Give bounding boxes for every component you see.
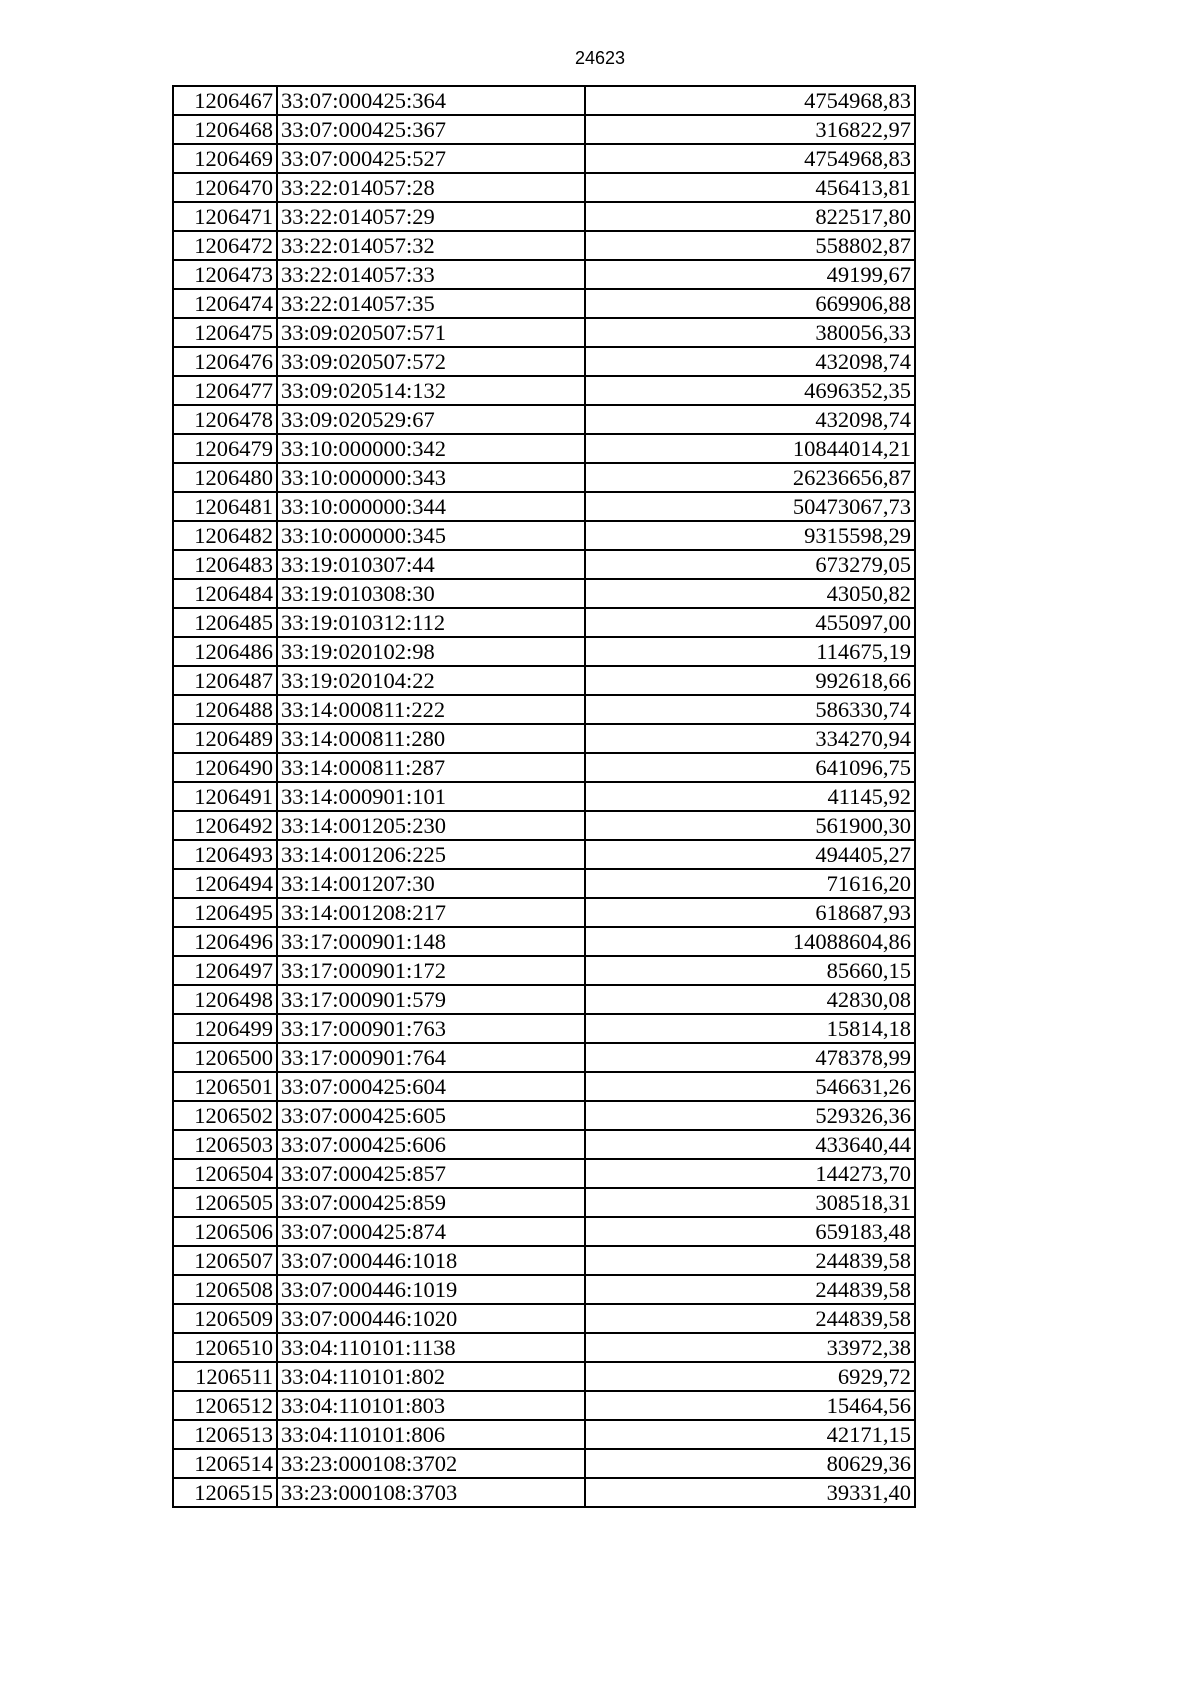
cadastral-number-cell: 33:14:001207:30 — [277, 869, 585, 898]
table-row — [173, 1449, 915, 1478]
table-row — [173, 811, 915, 840]
table-row — [173, 666, 915, 695]
cadastral-number-cell: 33:22:014057:29 — [277, 202, 585, 231]
row-id-cell: 1206501 — [173, 1072, 277, 1101]
cadastral-value-cell: 432098,74 — [585, 405, 915, 434]
cadastral-number-cell: 33:10:000000:343 — [277, 463, 585, 492]
cadastral-value-cell: 49199,67 — [585, 260, 915, 289]
cadastral-value-cell: 4754968,83 — [585, 144, 915, 173]
cadastral-number-cell: 33:09:020529:67 — [277, 405, 585, 434]
table-row — [173, 1159, 915, 1188]
table-row — [173, 231, 915, 260]
table-row — [173, 1420, 915, 1449]
row-id-cell: 1206479 — [173, 434, 277, 463]
cadastral-number-cell: 33:04:110101:803 — [277, 1391, 585, 1420]
table-row — [173, 405, 915, 434]
row-id-cell: 1206509 — [173, 1304, 277, 1333]
cadastral-number-cell: 33:07:000446:1020 — [277, 1304, 585, 1333]
row-id-cell: 1206482 — [173, 521, 277, 550]
table-row — [173, 608, 915, 637]
row-id-cell: 1206506 — [173, 1217, 277, 1246]
table-row — [173, 376, 915, 405]
cadastral-number-cell: 33:07:000425:605 — [277, 1101, 585, 1130]
cadastral-number-cell: 33:04:110101:802 — [277, 1362, 585, 1391]
table-row — [173, 260, 915, 289]
row-id-cell: 1206513 — [173, 1420, 277, 1449]
table-row — [173, 318, 915, 347]
cadastral-number-cell: 33:10:000000:344 — [277, 492, 585, 521]
table-row — [173, 724, 915, 753]
cadastral-value-cell: 659183,48 — [585, 1217, 915, 1246]
row-id-cell: 1206470 — [173, 173, 277, 202]
cadastral-value-cell: 42171,15 — [585, 1420, 915, 1449]
table-row — [173, 1072, 915, 1101]
cadastral-number-cell: 33:07:000425:367 — [277, 115, 585, 144]
cadastral-number-cell: 33:09:020507:572 — [277, 347, 585, 376]
cadastral-value-cell: 529326,36 — [585, 1101, 915, 1130]
table-row — [173, 550, 915, 579]
row-id-cell: 1206495 — [173, 898, 277, 927]
row-id-cell: 1206486 — [173, 637, 277, 666]
cadastral-number-cell: 33:14:000811:222 — [277, 695, 585, 724]
cadastral-number-cell: 33:19:010307:44 — [277, 550, 585, 579]
cadastral-value-cell: 455097,00 — [585, 608, 915, 637]
row-id-cell: 1206471 — [173, 202, 277, 231]
row-id-cell: 1206515 — [173, 1478, 277, 1507]
row-id-cell: 1206480 — [173, 463, 277, 492]
cadastral-value-cell: 6929,72 — [585, 1362, 915, 1391]
row-id-cell: 1206498 — [173, 985, 277, 1014]
cadastral-number-cell: 33:22:014057:32 — [277, 231, 585, 260]
row-id-cell: 1206467 — [173, 86, 277, 115]
cadastral-value-cell: 618687,93 — [585, 898, 915, 927]
row-id-cell: 1206504 — [173, 1159, 277, 1188]
table-row — [173, 898, 915, 927]
cadastral-value-cell: 42830,08 — [585, 985, 915, 1014]
table-row — [173, 144, 915, 173]
table-row — [173, 782, 915, 811]
cadastral-value-cell: 144273,70 — [585, 1159, 915, 1188]
table-row — [173, 173, 915, 202]
cadastral-value-cell: 822517,80 — [585, 202, 915, 231]
row-id-cell: 1206510 — [173, 1333, 277, 1362]
cadastral-number-cell: 33:07:000446:1018 — [277, 1246, 585, 1275]
cadastral-value-cell: 39331,40 — [585, 1478, 915, 1507]
cadastral-number-cell: 33:17:000901:764 — [277, 1043, 585, 1072]
cadastral-number-cell: 33:14:000901:101 — [277, 782, 585, 811]
cadastral-value-cell: 561900,30 — [585, 811, 915, 840]
row-id-cell: 1206472 — [173, 231, 277, 260]
table-row — [173, 115, 915, 144]
table-row — [173, 1362, 915, 1391]
table-row — [173, 637, 915, 666]
cadastral-value-cell: 432098,74 — [585, 347, 915, 376]
cadastral-value-cell: 33972,38 — [585, 1333, 915, 1362]
cadastral-value-cell: 586330,74 — [585, 695, 915, 724]
cadastral-number-cell: 33:17:000901:763 — [277, 1014, 585, 1043]
row-id-cell: 1206487 — [173, 666, 277, 695]
row-id-cell: 1206485 — [173, 608, 277, 637]
cadastral-number-cell: 33:07:000425:604 — [277, 1072, 585, 1101]
row-id-cell: 1206502 — [173, 1101, 277, 1130]
row-id-cell: 1206483 — [173, 550, 277, 579]
row-id-cell: 1206474 — [173, 289, 277, 318]
table-row — [173, 753, 915, 782]
table-row — [173, 1275, 915, 1304]
table-row — [173, 927, 915, 956]
cadastral-value-cell: 14088604,86 — [585, 927, 915, 956]
cadastral-number-cell: 33:07:000425:857 — [277, 1159, 585, 1188]
cadastral-number-cell: 33:09:020507:571 — [277, 318, 585, 347]
row-id-cell: 1206511 — [173, 1362, 277, 1391]
cadastral-value-table — [172, 85, 916, 1508]
table-row — [173, 289, 915, 318]
cadastral-number-cell: 33:07:000425:606 — [277, 1130, 585, 1159]
row-id-cell: 1206477 — [173, 376, 277, 405]
table-row — [173, 521, 915, 550]
table-row — [173, 1101, 915, 1130]
cadastral-value-cell: 992618,66 — [585, 666, 915, 695]
cadastral-value-cell: 71616,20 — [585, 869, 915, 898]
cadastral-value-cell: 244839,58 — [585, 1275, 915, 1304]
row-id-cell: 1206493 — [173, 840, 277, 869]
row-id-cell: 1206503 — [173, 1130, 277, 1159]
table-row — [173, 434, 915, 463]
page-number: 24623 — [574, 48, 626, 68]
row-id-cell: 1206481 — [173, 492, 277, 521]
cadastral-number-cell: 33:10:000000:342 — [277, 434, 585, 463]
cadastral-value-cell: 4696352,35 — [585, 376, 915, 405]
table-row — [173, 1246, 915, 1275]
row-id-cell: 1206497 — [173, 956, 277, 985]
table-row — [173, 202, 915, 231]
cadastral-number-cell: 33:07:000425:364 — [277, 86, 585, 115]
cadastral-value-cell: 641096,75 — [585, 753, 915, 782]
cadastral-value-cell: 673279,05 — [585, 550, 915, 579]
table-row — [173, 463, 915, 492]
row-id-cell: 1206492 — [173, 811, 277, 840]
cadastral-number-cell: 33:09:020514:132 — [277, 376, 585, 405]
cadastral-value-cell: 546631,26 — [585, 1072, 915, 1101]
cadastral-number-cell: 33:07:000425:859 — [277, 1188, 585, 1217]
table-row — [173, 1188, 915, 1217]
row-id-cell: 1206488 — [173, 695, 277, 724]
table-row — [173, 1333, 915, 1362]
table-body — [173, 86, 915, 1507]
cadastral-number-cell: 33:07:000446:1019 — [277, 1275, 585, 1304]
table-row — [173, 956, 915, 985]
table-row — [173, 1478, 915, 1507]
row-id-cell: 1206489 — [173, 724, 277, 753]
cadastral-value-cell: 244839,58 — [585, 1304, 915, 1333]
cadastral-value-cell: 85660,15 — [585, 956, 915, 985]
row-id-cell: 1206478 — [173, 405, 277, 434]
cadastral-number-cell: 33:17:000901:579 — [277, 985, 585, 1014]
cadastral-value-cell: 308518,31 — [585, 1188, 915, 1217]
cadastral-number-cell: 33:04:110101:806 — [277, 1420, 585, 1449]
cadastral-number-cell: 33:22:014057:35 — [277, 289, 585, 318]
table-row — [173, 1130, 915, 1159]
cadastral-value-cell: 380056,33 — [585, 318, 915, 347]
row-id-cell: 1206512 — [173, 1391, 277, 1420]
cadastral-number-cell: 33:19:010308:30 — [277, 579, 585, 608]
row-id-cell: 1206475 — [173, 318, 277, 347]
table-row — [173, 347, 915, 376]
cadastral-number-cell: 33:14:000811:280 — [277, 724, 585, 753]
cadastral-value-cell: 10844014,21 — [585, 434, 915, 463]
cadastral-number-cell: 33:17:000901:148 — [277, 927, 585, 956]
table-row — [173, 1043, 915, 1072]
table-row — [173, 1391, 915, 1420]
row-id-cell: 1206500 — [173, 1043, 277, 1072]
cadastral-number-cell: 33:14:001205:230 — [277, 811, 585, 840]
cadastral-value-cell: 456413,81 — [585, 173, 915, 202]
table-row — [173, 86, 915, 115]
table-row — [173, 579, 915, 608]
cadastral-number-cell: 33:23:000108:3702 — [277, 1449, 585, 1478]
cadastral-value-cell: 80629,36 — [585, 1449, 915, 1478]
table-row — [173, 985, 915, 1014]
row-id-cell: 1206491 — [173, 782, 277, 811]
table-row — [173, 1304, 915, 1333]
cadastral-number-cell: 33:23:000108:3703 — [277, 1478, 585, 1507]
cadastral-number-cell: 33:10:000000:345 — [277, 521, 585, 550]
cadastral-value-cell: 15464,56 — [585, 1391, 915, 1420]
table-row — [173, 695, 915, 724]
table-row — [173, 492, 915, 521]
row-id-cell: 1206505 — [173, 1188, 277, 1217]
cadastral-value-cell: 334270,94 — [585, 724, 915, 753]
table-row — [173, 840, 915, 869]
row-id-cell: 1206507 — [173, 1246, 277, 1275]
table-row — [173, 1217, 915, 1246]
cadastral-value-cell: 4754968,83 — [585, 86, 915, 115]
table-row — [173, 1014, 915, 1043]
cadastral-value-cell: 114675,19 — [585, 637, 915, 666]
row-id-cell: 1206499 — [173, 1014, 277, 1043]
cadastral-number-cell: 33:04:110101:1138 — [277, 1333, 585, 1362]
row-id-cell: 1206490 — [173, 753, 277, 782]
row-id-cell: 1206508 — [173, 1275, 277, 1304]
cadastral-value-cell: 15814,18 — [585, 1014, 915, 1043]
cadastral-value-cell: 669906,88 — [585, 289, 915, 318]
row-id-cell: 1206469 — [173, 144, 277, 173]
cadastral-value-cell: 50473067,73 — [585, 492, 915, 521]
cadastral-value-cell: 494405,27 — [585, 840, 915, 869]
row-id-cell: 1206468 — [173, 115, 277, 144]
row-id-cell: 1206476 — [173, 347, 277, 376]
cadastral-value-cell: 478378,99 — [585, 1043, 915, 1072]
cadastral-number-cell: 33:22:014057:28 — [277, 173, 585, 202]
row-id-cell: 1206484 — [173, 579, 277, 608]
cadastral-value-cell: 41145,92 — [585, 782, 915, 811]
cadastral-number-cell: 33:19:010312:112 — [277, 608, 585, 637]
cadastral-number-cell: 33:14:001206:225 — [277, 840, 585, 869]
cadastral-value-cell: 43050,82 — [585, 579, 915, 608]
table-row — [173, 869, 915, 898]
cadastral-value-cell: 558802,87 — [585, 231, 915, 260]
cadastral-value-cell: 244839,58 — [585, 1246, 915, 1275]
cadastral-value-cell: 316822,97 — [585, 115, 915, 144]
cadastral-value-cell: 9315598,29 — [585, 521, 915, 550]
row-id-cell: 1206514 — [173, 1449, 277, 1478]
row-id-cell: 1206494 — [173, 869, 277, 898]
cadastral-number-cell: 33:14:000811:287 — [277, 753, 585, 782]
cadastral-number-cell: 33:14:001208:217 — [277, 898, 585, 927]
cadastral-number-cell: 33:19:020104:22 — [277, 666, 585, 695]
cadastral-value-cell: 433640,44 — [585, 1130, 915, 1159]
cadastral-number-cell: 33:07:000425:527 — [277, 144, 585, 173]
row-id-cell: 1206496 — [173, 927, 277, 956]
cadastral-number-cell: 33:17:000901:172 — [277, 956, 585, 985]
cadastral-number-cell: 33:07:000425:874 — [277, 1217, 585, 1246]
row-id-cell: 1206473 — [173, 260, 277, 289]
cadastral-number-cell: 33:22:014057:33 — [277, 260, 585, 289]
cadastral-value-cell: 26236656,87 — [585, 463, 915, 492]
cadastral-number-cell: 33:19:020102:98 — [277, 637, 585, 666]
